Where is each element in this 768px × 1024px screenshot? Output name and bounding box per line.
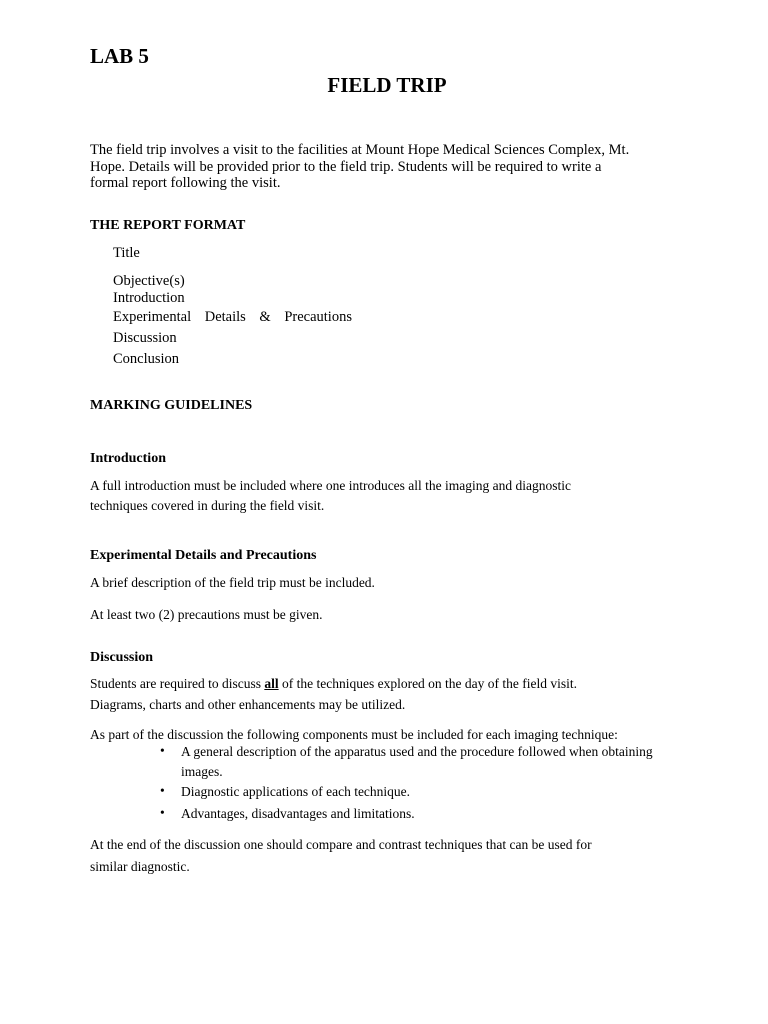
report-format-item: Experimental Details & Precautions — [113, 309, 352, 325]
closing-line: At the end of the discussion one should compare and contrast techniques that can be used for — [90, 837, 592, 852]
bullet-item: Diagnostic applications of each technique. — [181, 784, 411, 799]
introduction-heading: Introduction — [90, 451, 166, 466]
bullet-item-continuation: images. — [181, 764, 223, 779]
introduction-line: A full introduction must be included where one introduces all the imaging and diagnostic — [90, 478, 572, 493]
discussion-line: As part of the discussion the following components must be included for each imaging technique: — [90, 727, 618, 742]
intro-line: Hope. Details will be provided prior to the field trip. Students will be required to write a — [90, 159, 602, 175]
closing-line: similar diagnostic. — [90, 859, 190, 874]
discussion-line: Diagrams, charts and other enhancements may be utilized. — [90, 697, 406, 712]
discussion-emphasis: all — [264, 676, 279, 691]
discussion-heading: Discussion — [90, 650, 154, 665]
discussion-line-post: of the techniques explored on the day of the field visit. — [278, 676, 578, 691]
intro-line: The field trip involves a visit to the facilities at Mount Hope Medical Sciences Complex, Mt. — [90, 142, 630, 158]
intro-line: formal report following the visit. — [90, 175, 281, 191]
experimental-line: A brief description of the field trip must be included. — [90, 575, 375, 590]
report-format-item: Introduction — [113, 290, 185, 306]
experimental-line: At least two (2) precautions must be given. — [90, 607, 323, 622]
bullet-item: Advantages, disadvantages and limitations. — [181, 806, 415, 821]
report-format-heading: THE REPORT FORMAT — [90, 218, 246, 233]
bullet-icon: • — [160, 783, 165, 798]
discussion-line — [90, 676, 577, 692]
introduction-line: techniques covered in during the field visit. — [90, 498, 325, 513]
report-format-item: Conclusion — [113, 351, 180, 367]
page-title-text: FIELD TRIP — [327, 73, 447, 97]
bullet-icon: • — [160, 805, 165, 820]
discussion-line-pre: Students are required to discuss — [90, 676, 265, 691]
experimental-heading: Experimental Details and Precautions — [90, 548, 317, 563]
page-title — [0, 73, 768, 98]
bullet-item: A general description of the apparatus used and the procedure followed when obtaining — [181, 744, 653, 759]
report-format-item: Objective(s) — [113, 273, 185, 289]
bullet-icon: • — [160, 743, 165, 758]
report-format-item: Title — [113, 245, 140, 261]
marking-guidelines-heading: MARKING GUIDELINES — [90, 398, 253, 413]
report-format-item: Discussion — [113, 330, 177, 346]
lab-number: LAB 5 — [90, 44, 149, 68]
